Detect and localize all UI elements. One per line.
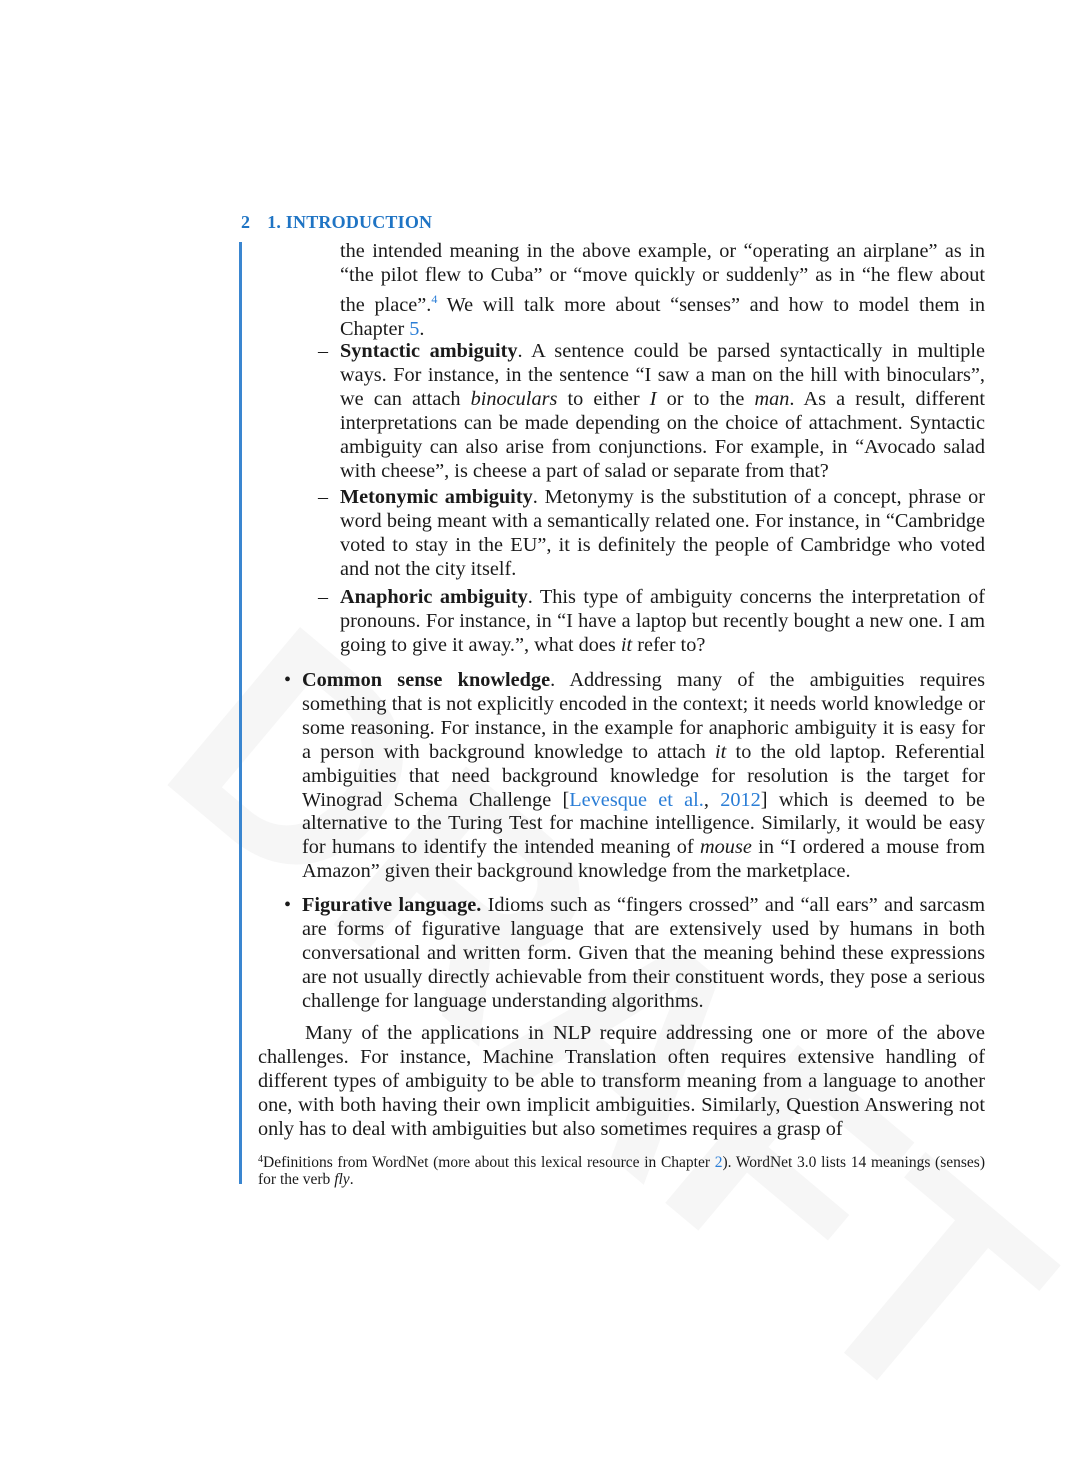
chapter-title: 1. INTRODUCTION xyxy=(267,212,433,232)
body-text: Idioms such as “fingers crossed” and “all ears” and sarcasm are forms of figurative language that are extensively used by humans in both conversational and written form. Given that the meaning behind these expressions are not usually directly achievable from their constituent words, they pose a serious challenge for language understanding algorithms. xyxy=(302,894,985,1012)
dash-marker: – xyxy=(318,486,328,508)
emphasis-text: mouse xyxy=(700,836,752,859)
syntactic-ambiguity-item xyxy=(340,340,985,483)
cross-reference-link[interactable]: 2 xyxy=(714,1154,723,1171)
body-text: . A sentence could be parsed syntactically in multiple ways. For instance, in the sentence “I saw a man on the hill with binoculars”, we can attach xyxy=(340,340,985,410)
body-text: in “I ordered a mouse from Amazon” given their background knowledge from the marketplace. xyxy=(302,836,985,883)
dash-marker: – xyxy=(318,586,328,608)
body-text: . As a result, different interpretations can be made depending on the choice of attachment. Syntactic ambiguity can also arise from conjunctions. For example, in “Avocado salad with cheese”, is cheese a part of salad or separate from that? xyxy=(340,387,986,482)
body-text: the intended meaning in the above example, or “operating an airplane” as in “the pilot flew to Cuba” or “move quickly or suddenly” as in “he flew about the place”. xyxy=(340,240,985,316)
cross-reference-link[interactable]: 5 xyxy=(409,317,420,340)
page-number: 2 xyxy=(241,212,251,232)
body-text: Many of the applications in NLP require addressing one or more of the above challenges. For instance, Machine Translation often requires extensive handling of different types of ambiguity to be able to transform meaning from a language to another one, with both having their own implicit ambiguities. Similarly, Question Answering not only has to deal with ambiguities but also sometimes requires a grasp of xyxy=(258,1022,985,1140)
intro-continuation xyxy=(340,240,985,342)
body-text: Definitions from WordNet (more about this lexical resource in Chapter xyxy=(263,1154,715,1171)
emphasis-text: binoculars xyxy=(470,387,558,410)
body-text: refer to? xyxy=(632,633,706,656)
emphasis-text: fly xyxy=(334,1171,350,1188)
footnote-number: 4 xyxy=(258,1154,263,1165)
body-text: , xyxy=(703,788,721,811)
metonymic-ambiguity-item xyxy=(340,486,985,582)
applications-paragraph xyxy=(258,1022,985,1142)
body-text: ] which is deemed to be alternative to the Turing Test for machine intelligence. Similarly, it would be easy for humans to identify the intended meaning of xyxy=(302,788,985,859)
figurative-language-item xyxy=(302,894,985,1014)
emphasis-text: I xyxy=(649,387,657,410)
body-text: . xyxy=(349,1171,354,1188)
footnote-ref-link[interactable]: 4 xyxy=(431,291,438,306)
body-text: . xyxy=(419,317,425,340)
bullet-marker: • xyxy=(284,669,292,691)
body-text: or to the xyxy=(656,387,755,410)
body-text: . Addressing many of the ambiguities requires something that is not explicitly encoded in the context; it needs world knowledge or some reasoning. For instance, in the example for anaphoric ambiguity it is easy for a person with background knowledge to attach xyxy=(302,669,985,763)
body-text: . This type of ambiguity concerns the interpretation of pronouns. For instance, in “I have a laptop but recently bought a new one. I am going to give it away.”, what does xyxy=(340,586,986,656)
change-bar xyxy=(239,242,242,1184)
anaphoric-ambiguity-item xyxy=(340,586,985,658)
body-text: to the old laptop. Referential ambiguities that need background knowledge for resolution is the target for Winograd Schema Challenge [ xyxy=(302,740,985,811)
body-text: ). WordNet 3.0 lists 14 meanings (senses) for the verb xyxy=(258,1154,985,1188)
body-text: . Metonymy is the substitution of a concept, phrase or word being meant with a semantically related one. For instance, in “Cambridge voted to stay in the EU”, it is definitely the people of Cambridge who voted and not the city itself. xyxy=(340,486,985,580)
emphasis-text: it xyxy=(620,633,633,656)
item-heading: Syntactic ambiguity xyxy=(340,340,518,362)
dash-marker: – xyxy=(318,340,328,362)
bullet-marker: • xyxy=(284,894,292,916)
item-heading: Common sense knowledge xyxy=(302,669,551,691)
cross-reference-link[interactable]: 2012 xyxy=(720,788,761,811)
item-heading: Figurative language. xyxy=(302,894,482,916)
body-text: We will talk more about “senses” and how to model them in Chapter xyxy=(340,293,986,340)
footnote xyxy=(258,1151,985,1188)
running-header xyxy=(241,212,432,233)
body-text: to either xyxy=(557,387,650,410)
cross-reference-link[interactable]: Levesque et al. xyxy=(569,788,704,811)
item-heading: Anaphoric ambiguity xyxy=(340,586,528,608)
emphasis-text: man xyxy=(754,387,790,410)
common-sense-knowledge-item xyxy=(302,669,985,884)
emphasis-text: it xyxy=(715,740,727,763)
item-heading: Metonymic ambiguity xyxy=(340,486,533,508)
